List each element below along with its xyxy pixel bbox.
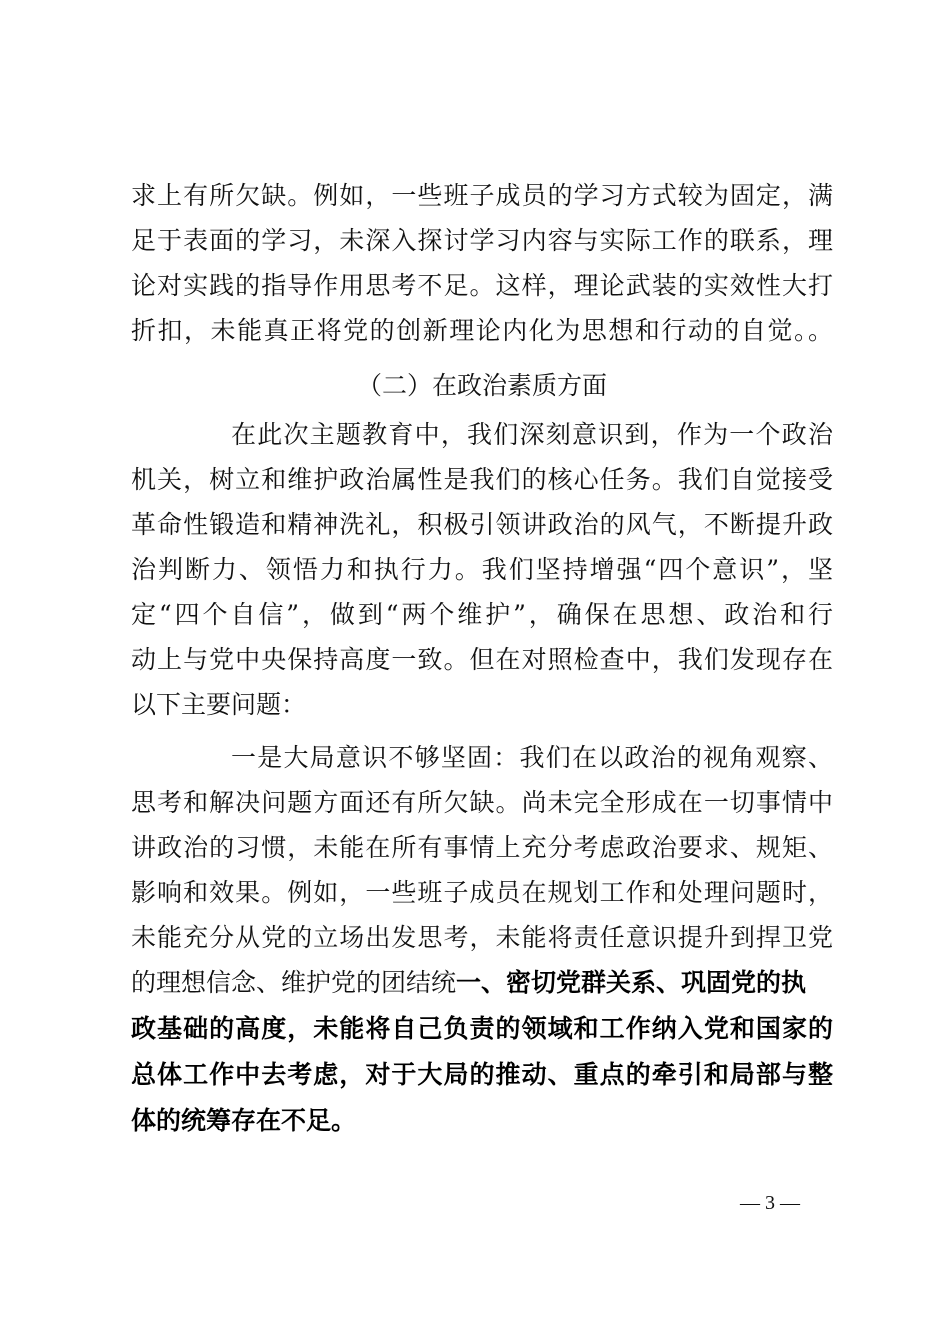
body-text-line: 思考和解决问题方面还有所欠缺。尚未完全形成在一切事情中 bbox=[131, 788, 833, 817]
mixed-text-line bbox=[131, 960, 833, 1005]
body-text-line: 影响和效果。例如，一些班子成员在规划工作和处理问题时， bbox=[131, 878, 833, 907]
body-text-line: 求上有所欠缺。例如，一些班子成员的学习方式较为固定，满 bbox=[131, 181, 833, 210]
normal-text-span: 的理想信念、维护党的团结统 bbox=[131, 968, 457, 997]
body-text-line: 论对实践的指导作用思考不足。这样，理论武装的实效性大打 bbox=[131, 271, 833, 300]
body-text-line: 革命性锻造和精神洗礼，积极引领讲政治的风气，不断提升政 bbox=[131, 510, 833, 539]
body-text-line: 定“四个自信”，做到“两个维护”，确保在思想、政治和行 bbox=[131, 600, 833, 629]
body-text-line: 折扣，未能真正将党的创新理论内化为思想和行动的自觉。。 bbox=[131, 316, 833, 345]
body-text-line: 足于表面的学习，未深入探讨学习内容与实际工作的联系，理 bbox=[131, 226, 833, 255]
body-text-line: 以下主要问题： bbox=[131, 690, 307, 719]
section-heading: （二）在政治素质方面 bbox=[356, 371, 607, 400]
body-text-line: 讲政治的习惯，未能在所有事情上充分考虑政治要求、规矩、 bbox=[131, 833, 833, 862]
body-text-line: 机关，树立和维护政治属性是我们的核心任务。我们自觉接受 bbox=[131, 465, 833, 494]
body-text-line: 治判断力、领悟力和执行力。我们坚持增强“四个意识”，坚 bbox=[131, 555, 833, 584]
bold-text-line: 政基础的高度，未能将自己负责的领域和工作纳入党和国家的 bbox=[131, 1014, 833, 1043]
page-number: — 3 — bbox=[740, 1192, 800, 1214]
body-text-line: 在此次主题教育中，我们深刻意识到，作为一个政治 bbox=[231, 420, 833, 449]
bold-text-line: 体的统筹存在不足。 bbox=[131, 1106, 357, 1135]
bold-text-line: 总体工作中去考虑，对于大局的推动、重点的牵引和局部与整 bbox=[131, 1060, 833, 1089]
bold-text-span: 一、密切党群关系、巩固党的执 bbox=[456, 968, 807, 997]
body-text-line: 动上与党中央保持高度一致。但在对照检查中，我们发现存在 bbox=[131, 645, 833, 674]
body-text-line: 未能充分从党的立场出发思考，未能将责任意识提升到捍卫党 bbox=[131, 923, 833, 952]
body-text-line: 一是大局意识不够坚固：我们在以政治的视角观察、 bbox=[231, 743, 833, 772]
